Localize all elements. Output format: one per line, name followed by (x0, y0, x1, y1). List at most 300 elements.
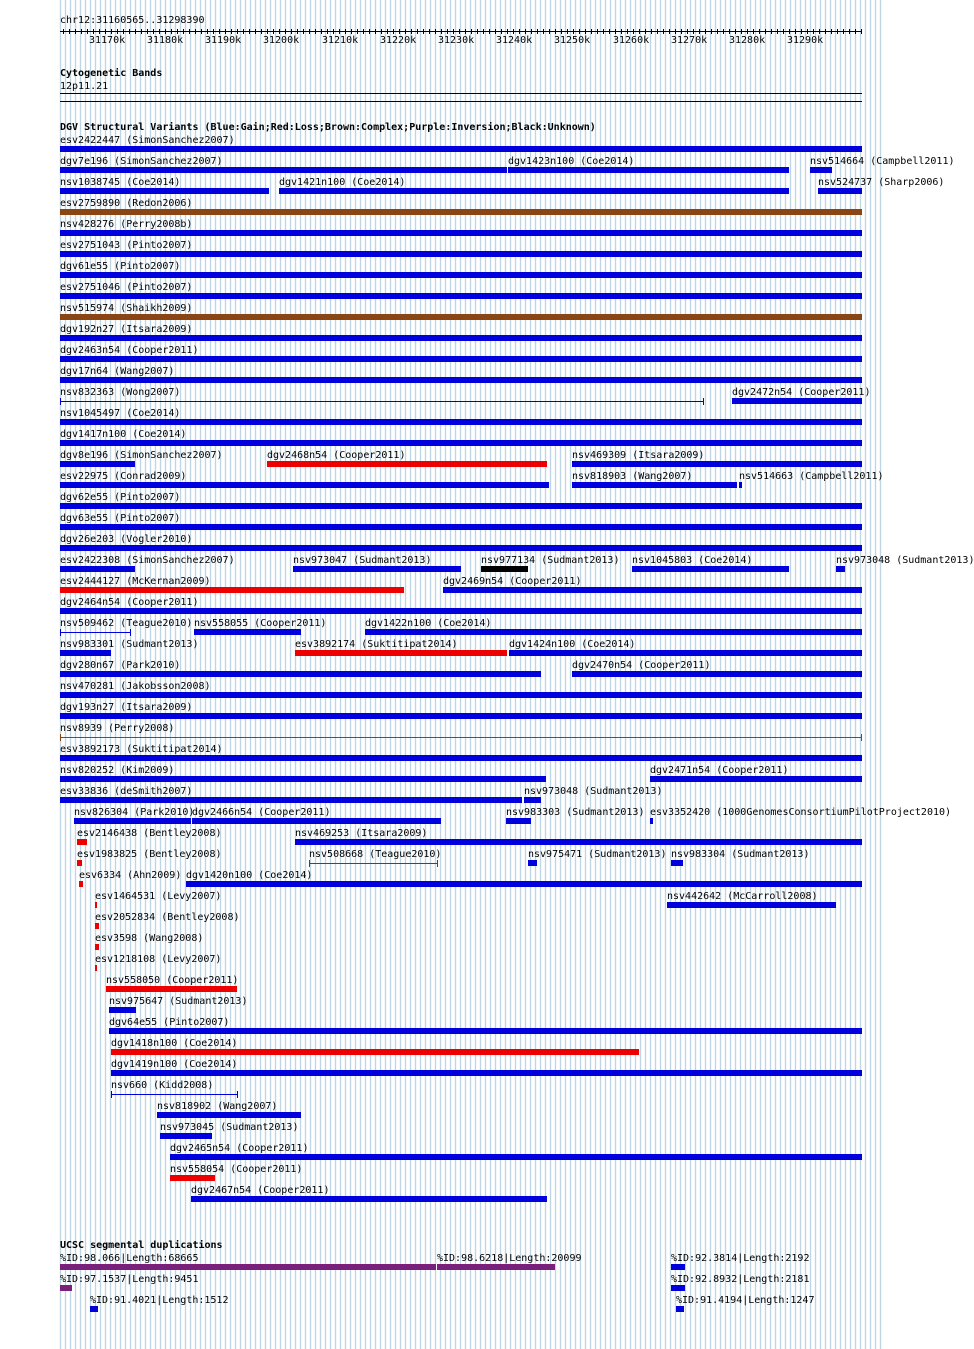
ruler-minor-tick (789, 29, 790, 34)
ruler-minor-tick (657, 29, 658, 34)
dgv-variant-end-tick (60, 398, 61, 405)
dgv-variant-end-tick (309, 860, 310, 867)
dgv-variant-bar[interactable] (111, 1070, 862, 1076)
dgv-variant-label: nsv1045803 (Coe2014) (632, 555, 753, 566)
dgv-variant-label: nsv973045 (Sudmant2013) (160, 1122, 299, 1133)
ruler-minor-tick (423, 29, 424, 34)
cytoband-track-title: Cytogenetic Bands (60, 68, 163, 79)
dgv-variant-bar[interactable] (60, 146, 862, 152)
ruler-minor-tick (765, 29, 766, 34)
ruler-minor-tick (699, 29, 700, 34)
dgv-variant-label: dgv63e55 (Pinto2007) (60, 513, 181, 524)
segdup-label: %ID:98.066|Length:68665 (60, 1253, 199, 1264)
ruler-minor-tick (105, 29, 106, 34)
dgv-variant-bar[interactable] (60, 755, 862, 761)
ruler-minor-tick (735, 29, 736, 34)
dgv-variant-label: nsv977134 (Sudmant2013) (481, 555, 620, 566)
ruler-minor-tick (261, 29, 262, 34)
dgv-variant-line[interactable] (309, 863, 438, 864)
ruler-minor-tick (507, 29, 508, 34)
ruler-minor-tick (483, 29, 484, 34)
ruler-minor-tick (459, 29, 460, 34)
ruler-minor-tick (669, 29, 670, 34)
ruler-minor-tick (195, 29, 196, 34)
dgv-variant-bar[interactable] (95, 923, 99, 929)
ruler-minor-tick (579, 29, 580, 34)
dgv-variant-bar[interactable] (632, 566, 789, 572)
ruler-minor-tick (375, 29, 376, 34)
dgv-variant-bar[interactable] (60, 587, 404, 593)
ruler-minor-tick (165, 29, 166, 34)
dgv-variant-label: dgv192n27 (Itsara2009) (60, 324, 193, 335)
ruler-minor-tick (231, 29, 232, 34)
ruler-minor-tick (381, 29, 382, 34)
ruler-minor-tick (741, 29, 742, 34)
ruler-minor-tick (795, 29, 796, 34)
ruler-minor-tick (525, 29, 526, 34)
dgv-variant-bar[interactable] (60, 440, 862, 446)
ruler-minor-tick (345, 29, 346, 34)
segdup-label: %ID:91.4194|Length:1247 (676, 1295, 815, 1306)
ruler-minor-tick (567, 29, 568, 34)
dgv-variant-label: nsv515974 (Shaikh2009) (60, 303, 193, 314)
dgv-variant-label: esv1983825 (Bentley2008) (77, 849, 222, 860)
dgv-variant-end-tick (130, 629, 131, 636)
dgv-variant-label: nsv983304 (Sudmant2013) (671, 849, 810, 860)
ruler-minor-tick (213, 29, 214, 34)
dgv-variant-bar[interactable] (650, 776, 862, 782)
dgv-variant-end-tick (703, 398, 704, 405)
dgv-variant-bar[interactable] (60, 713, 862, 719)
dgv-variant-end-tick (60, 734, 61, 741)
dgv-variant-bar[interactable] (106, 986, 237, 992)
ruler-minor-tick (69, 29, 70, 34)
dgv-variant-label: nsv820252 (Kim2009) (60, 765, 175, 776)
ruler-minor-tick (597, 29, 598, 34)
ruler-minor-tick (405, 29, 406, 34)
ruler-tick-label: 31250k (554, 35, 591, 46)
dgv-variant-label: nsv660 (Kidd2008) (111, 1080, 214, 1091)
ruler-tick-label: 31200k (263, 35, 300, 46)
dgv-variant-label: dgv1418n100 (Coe2014) (111, 1038, 238, 1049)
ruler-minor-tick (747, 29, 748, 34)
dgv-variant-label: esv3352420 (1000GenomesConsortiumPilotProject2010) (650, 807, 952, 818)
dgv-variant-label: nsv470281 (Jakobsson2008) (60, 681, 211, 692)
dgv-variant-end-tick (111, 1091, 112, 1098)
dgv-variant-bar[interactable] (650, 818, 653, 824)
ruler-minor-tick (471, 29, 472, 34)
ruler-minor-tick (537, 29, 538, 34)
dgv-variant-bar[interactable] (60, 419, 862, 425)
ruler-minor-tick (759, 29, 760, 34)
ruler-minor-tick (531, 29, 532, 34)
dgv-variant-line[interactable] (60, 737, 862, 738)
ruler-minor-tick (153, 29, 154, 34)
dgv-variant-bar[interactable] (60, 272, 862, 278)
dgv-variant-bar[interactable] (60, 566, 135, 572)
dgv-variant-bar[interactable] (60, 503, 862, 509)
dgv-variant-bar[interactable] (60, 692, 862, 698)
dgv-variant-bar[interactable] (60, 230, 862, 236)
ruler-minor-tick (495, 29, 496, 34)
ruler-minor-tick (255, 29, 256, 34)
dgv-variant-bar[interactable] (186, 881, 862, 887)
ruler-minor-tick (777, 29, 778, 34)
ruler-minor-tick (693, 29, 694, 34)
ruler-minor-tick (327, 29, 328, 34)
dgv-variant-bar[interactable] (60, 251, 862, 257)
dgv-variant-bar[interactable] (506, 818, 531, 824)
dgv-variant-bar[interactable] (60, 461, 135, 467)
dgv-variant-label: dgv193n27 (Itsara2009) (60, 702, 193, 713)
dgv-variant-label: nsv558054 (Cooper2011) (170, 1164, 303, 1175)
ruler-tick-label: 31260k (613, 35, 650, 46)
ruler-minor-tick (285, 29, 286, 34)
dgv-variant-bar[interactable] (60, 797, 522, 803)
dgv-variant-bar[interactable] (528, 860, 537, 866)
dgv-variant-label: nsv558050 (Cooper2011) (106, 975, 239, 986)
ruler-minor-tick (147, 29, 148, 34)
ruler-minor-tick (189, 29, 190, 34)
dgv-variant-bar[interactable] (192, 818, 441, 824)
ruler-minor-tick (843, 29, 844, 34)
ruler-minor-tick (639, 29, 640, 34)
dgv-variant-label: dgv7e196 (SimonSanchez2007) (60, 156, 223, 167)
ruler-minor-tick (225, 29, 226, 34)
dgv-variant-label: dgv2466n54 (Cooper2011) (192, 807, 331, 818)
ruler-minor-tick (681, 29, 682, 34)
dgv-variant-bar[interactable] (60, 671, 541, 677)
dgv-variant-label: dgv1423n100 (Coe2014) (508, 156, 635, 167)
ruler-minor-tick (831, 29, 832, 34)
ruler-minor-tick (543, 29, 544, 34)
dgv-variant-bar[interactable] (60, 356, 862, 362)
ruler-tick-label: 31190k (205, 35, 242, 46)
dgv-variant-bar[interactable] (60, 524, 862, 530)
dgv-variant-bar[interactable] (170, 1154, 862, 1160)
cytoband-name: 12p11.21 (60, 81, 109, 92)
dgv-variant-label: dgv1422n100 (Coe2014) (365, 618, 492, 629)
cytoband-top-line (60, 93, 862, 94)
dgv-variant-bar[interactable] (60, 482, 549, 488)
dgv-variant-label: esv22975 (Conrad2009) (60, 471, 187, 482)
ruler-minor-tick (429, 29, 430, 34)
dgv-variant-label: nsv975471 (Sudmant2013) (528, 849, 667, 860)
dgv-variant-label: nsv1045497 (Coe2014) (60, 408, 181, 419)
ruler-minor-tick (621, 29, 622, 34)
ruler-minor-tick (129, 29, 130, 34)
ruler-minor-tick (519, 29, 520, 34)
dgv-variant-bar[interactable] (191, 1196, 547, 1202)
cytoband-bottom-line (60, 101, 862, 102)
dgv-variant-end-tick (60, 629, 61, 636)
ruler-minor-tick (501, 29, 502, 34)
dgv-variant-line[interactable] (111, 1094, 238, 1095)
dgv-variant-label: dgv2464n54 (Cooper2011) (60, 597, 199, 608)
dgv-variant-label: dgv2470n54 (Cooper2011) (572, 660, 711, 671)
segdup-bar[interactable] (676, 1306, 684, 1312)
ruler-minor-tick (75, 29, 76, 34)
ruler-minor-tick (783, 29, 784, 34)
segdup-bar[interactable] (60, 1285, 72, 1291)
ruler-minor-tick (273, 29, 274, 34)
dgv-variant-bar[interactable] (60, 377, 862, 383)
ruler-minor-tick (585, 29, 586, 34)
dgv-variant-label: dgv2469n54 (Cooper2011) (443, 576, 582, 587)
ruler-tick-label: 31210k (322, 35, 359, 46)
dgv-variant-bar[interactable] (295, 839, 862, 845)
dgv-variant-bar[interactable] (295, 650, 507, 656)
ruler-minor-tick (81, 29, 82, 34)
ruler-minor-tick (123, 29, 124, 34)
dgv-variant-label: nsv818903 (Wang2007) (572, 471, 693, 482)
ruler-tick-label: 31230k (438, 35, 475, 46)
ruler-minor-tick (441, 29, 442, 34)
ruler-minor-tick (315, 29, 316, 34)
ruler-minor-tick (237, 29, 238, 34)
ruler-minor-tick (513, 29, 514, 34)
ruler-minor-tick (603, 29, 604, 34)
ruler-minor-tick (135, 29, 136, 34)
dgv-variant-bar[interactable] (95, 944, 99, 950)
ruler-minor-tick (627, 29, 628, 34)
ruler-minor-tick (363, 29, 364, 34)
ruler-minor-tick (207, 29, 208, 34)
ruler-minor-tick (717, 29, 718, 34)
dgv-variant-bar[interactable] (60, 188, 269, 194)
ruler-minor-tick (807, 29, 808, 34)
dgv-variant-label: nsv8939 (Perry2008) (60, 723, 175, 734)
ruler-minor-tick (465, 29, 466, 34)
ruler-minor-tick (351, 29, 352, 34)
ruler-tick-label: 31170k (89, 35, 126, 46)
dgv-variant-bar[interactable] (170, 1175, 215, 1181)
ruler-minor-tick (561, 29, 562, 34)
dgv-variant-label: dgv1419n100 (Coe2014) (111, 1059, 238, 1070)
ruler-minor-tick (333, 29, 334, 34)
dgv-variant-label: dgv1421n100 (Coe2014) (279, 177, 406, 188)
dgv-variant-bar[interactable] (572, 671, 862, 677)
dgv-variant-bar[interactable] (267, 461, 547, 467)
dgv-variant-bar[interactable] (109, 1007, 136, 1013)
ruler-minor-tick (609, 29, 610, 34)
dgv-variant-label: dgv17n64 (Wang2007) (60, 366, 175, 377)
dgv-variant-bar[interactable] (572, 461, 862, 467)
dgv-variant-bar[interactable] (60, 776, 546, 782)
dgv-variant-label: esv2146438 (Bentley2008) (77, 828, 222, 839)
segdup-label: %ID:92.8932|Length:2181 (671, 1274, 810, 1285)
dgv-variant-bar[interactable] (572, 482, 737, 488)
dgv-variant-label: nsv826304 (Park2010) (74, 807, 195, 818)
dgv-variant-bar[interactable] (157, 1112, 301, 1118)
dgv-variant-bar[interactable] (60, 167, 507, 173)
dgv-variant-bar[interactable] (194, 629, 301, 635)
dgv-variant-bar[interactable] (818, 188, 862, 194)
dgv-variant-label: dgv2467n54 (Cooper2011) (191, 1185, 330, 1196)
dgv-variant-bar[interactable] (77, 860, 82, 866)
dgv-variant-bar[interactable] (509, 650, 862, 656)
dgv-variant-label: nsv509462 (Teague2010) (60, 618, 193, 629)
dgv-variant-label: nsv832363 (Wong2007) (60, 387, 181, 398)
dgv-variant-bar[interactable] (60, 650, 111, 656)
dgv-variant-bar[interactable] (60, 545, 862, 551)
dgv-variant-label: nsv975647 (Sudmant2013) (109, 996, 248, 1007)
dgv-variant-bar[interactable] (481, 566, 528, 572)
dgv-variant-bar[interactable] (810, 167, 832, 173)
ruler-minor-tick (723, 29, 724, 34)
ruler-minor-tick (309, 29, 310, 34)
dgv-variant-label: nsv818902 (Wang2007) (157, 1101, 278, 1112)
segdup-label: %ID:98.6218|Length:20099 (437, 1253, 582, 1264)
ruler-minor-tick (417, 29, 418, 34)
dgv-variant-label: esv2751043 (Pinto2007) (60, 240, 193, 251)
dgv-variant-label: esv2759890 (Redon2006) (60, 198, 193, 209)
dgv-variant-label: nsv558055 (Cooper2011) (194, 618, 327, 629)
segdup-bar[interactable] (671, 1264, 685, 1270)
ruler-minor-tick (219, 29, 220, 34)
ruler-minor-tick (705, 29, 706, 34)
dgv-variant-label: dgv1420n100 (Coe2014) (186, 870, 313, 881)
segdup-bar[interactable] (437, 1264, 555, 1270)
segdup-bar[interactable] (671, 1285, 685, 1291)
dgv-variant-label: dgv2465n54 (Cooper2011) (170, 1143, 309, 1154)
ruler-minor-tick (711, 29, 712, 34)
ruler-minor-tick (321, 29, 322, 34)
ruler-minor-tick (453, 29, 454, 34)
dgv-variant-label: dgv62e55 (Pinto2007) (60, 492, 181, 503)
ruler-minor-tick (87, 29, 88, 34)
ruler-minor-tick (117, 29, 118, 34)
ruler-minor-tick (159, 29, 160, 34)
ruler-minor-tick (171, 29, 172, 34)
ruler-minor-tick (687, 29, 688, 34)
dgv-variant-label: dgv2468n54 (Cooper2011) (267, 450, 406, 461)
segdup-track-title: UCSC segmental duplications (60, 1240, 223, 1251)
ruler-tick-label: 31290k (787, 35, 824, 46)
ruler-minor-tick (645, 29, 646, 34)
dgv-variant-bar[interactable] (60, 314, 862, 320)
ruler-minor-tick (591, 29, 592, 34)
dgv-variant-label: esv3892173 (Suktitipat2014) (60, 744, 223, 755)
ruler-minor-tick (555, 29, 556, 34)
ruler-minor-tick (369, 29, 370, 34)
dgv-variant-label: nsv428276 (Perry2008b) (60, 219, 193, 230)
dgv-variant-bar[interactable] (279, 188, 789, 194)
dgv-variant-label: esv2751046 (Pinto2007) (60, 282, 193, 293)
dgv-variant-bar[interactable] (508, 167, 789, 173)
ruler-minor-tick (615, 29, 616, 34)
ruler-minor-tick (651, 29, 652, 34)
ruler-minor-tick (297, 29, 298, 34)
dgv-variant-label: nsv524737 (Sharp2006) (818, 177, 945, 188)
ruler-minor-tick (357, 29, 358, 34)
dgv-variant-bar[interactable] (95, 902, 97, 908)
ruler-minor-tick (177, 29, 178, 34)
segdup-label: %ID:97.1537|Length:9451 (60, 1274, 199, 1285)
dgv-track-title: DGV Structural Variants (Blue:Gain;Red:Loss;Brown:Complex;Purple:Inversion;Black:Unknown) (60, 122, 596, 133)
dgv-variant-bar[interactable] (60, 335, 862, 341)
dgv-variant-bar[interactable] (836, 566, 845, 572)
dgv-variant-end-tick (437, 860, 438, 867)
dgv-variant-label: dgv64e55 (Pinto2007) (109, 1017, 230, 1028)
dgv-variant-bar[interactable] (365, 629, 862, 635)
dgv-variant-label: dgv2472n54 (Cooper2011) (732, 387, 871, 398)
ruler-minor-tick (753, 29, 754, 34)
segdup-bar[interactable] (90, 1306, 98, 1312)
ruler-minor-tick (249, 29, 250, 34)
dgv-variant-label: dgv61e55 (Pinto2007) (60, 261, 181, 272)
dgv-variant-bar[interactable] (95, 965, 97, 971)
dgv-variant-bar[interactable] (667, 902, 836, 908)
ruler-minor-tick (825, 29, 826, 34)
dgv-variant-bar[interactable] (739, 482, 742, 488)
dgv-variant-label: nsv983303 (Sudmant2013) (506, 807, 645, 818)
dgv-variant-bar[interactable] (732, 398, 862, 404)
dgv-variant-line[interactable] (60, 401, 704, 402)
dgv-variant-label: nsv469309 (Itsara2009) (572, 450, 705, 461)
dgv-variant-bar[interactable] (74, 818, 191, 824)
ruler-minor-tick (387, 29, 388, 34)
ruler-minor-tick (201, 29, 202, 34)
ruler-minor-tick (861, 29, 862, 34)
ruler-minor-tick (549, 29, 550, 34)
dgv-variant-end-tick (861, 734, 862, 741)
dgv-variant-label: esv6334 (Ahn2009) (79, 870, 182, 881)
dgv-variant-label: dgv2463n54 (Cooper2011) (60, 345, 199, 356)
dgv-variant-bar[interactable] (60, 293, 862, 299)
ruler-minor-tick (303, 29, 304, 34)
dgv-variant-label: dgv1424n100 (Coe2014) (509, 639, 636, 650)
dgv-variant-bar[interactable] (60, 209, 862, 215)
dgv-variant-bar[interactable] (160, 1133, 212, 1139)
ruler-minor-tick (675, 29, 676, 34)
dgv-variant-bar[interactable] (293, 566, 461, 572)
segdup-bar[interactable] (60, 1264, 436, 1270)
ruler-minor-tick (435, 29, 436, 34)
dgv-variant-line[interactable] (60, 632, 131, 633)
dgv-variant-bar[interactable] (77, 839, 87, 845)
ruler-minor-tick (399, 29, 400, 34)
ruler-minor-tick (573, 29, 574, 34)
ruler-minor-tick (291, 29, 292, 34)
dgv-variant-bar[interactable] (111, 1049, 639, 1055)
dgv-variant-label: esv2444127 (McKernan2009) (60, 576, 211, 587)
dgv-variant-label: esv1464531 (Levy2007) (95, 891, 222, 902)
dgv-variant-bar[interactable] (524, 797, 541, 803)
ruler-minor-tick (279, 29, 280, 34)
dgv-variant-bar[interactable] (60, 608, 862, 614)
dgv-variant-bar[interactable] (671, 860, 683, 866)
dgv-variant-label: nsv973048 (Sudmant2013) (836, 555, 974, 566)
position-label: chr12:31160565..31298390 (60, 15, 205, 26)
dgv-variant-bar[interactable] (109, 1028, 862, 1034)
dgv-variant-label: nsv983301 (Sudmant2013) (60, 639, 199, 650)
dgv-variant-bar[interactable] (79, 881, 83, 887)
ruler-minor-tick (771, 29, 772, 34)
ruler-minor-tick (729, 29, 730, 34)
ruler-minor-tick (489, 29, 490, 34)
ruler-minor-tick (411, 29, 412, 34)
ruler-tick-label: 31240k (496, 35, 533, 46)
ruler-minor-tick (855, 29, 856, 34)
dgv-variant-bar[interactable] (443, 587, 862, 593)
ruler-tick-label: 31220k (380, 35, 417, 46)
dgv-variant-label: nsv514664 (Campbell2011) (810, 156, 955, 167)
ruler-minor-tick (447, 29, 448, 34)
ruler-minor-tick (183, 29, 184, 34)
dgv-variant-label: esv33836 (deSmith2007) (60, 786, 193, 797)
segdup-label: %ID:92.3814|Length:2192 (671, 1253, 810, 1264)
